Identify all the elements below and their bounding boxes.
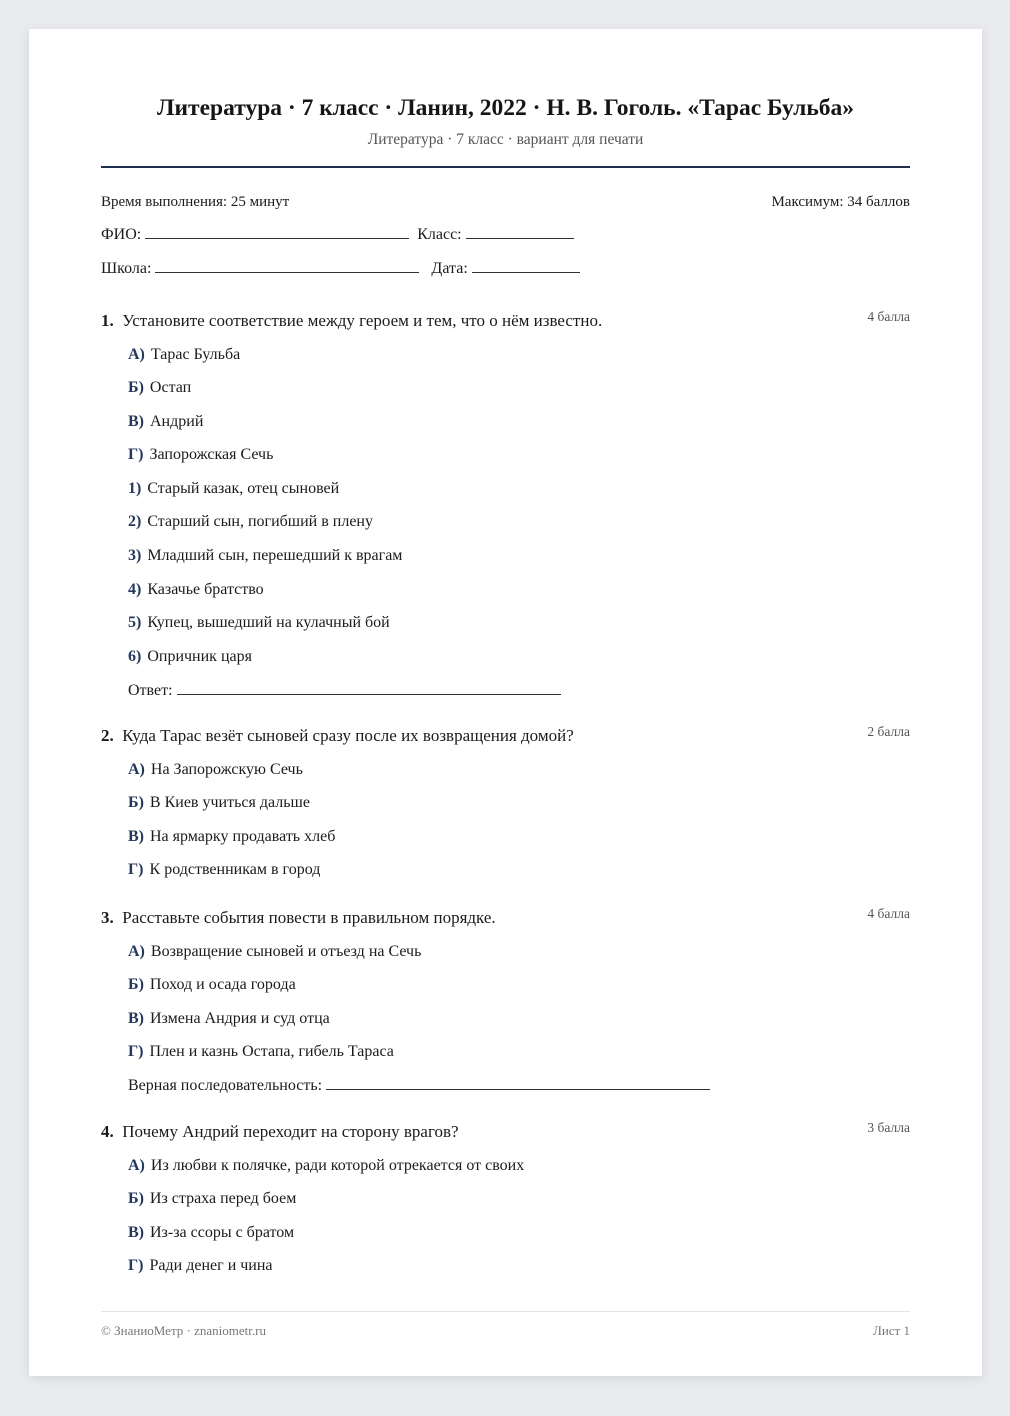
meta-row [101,194,910,214]
question-number: 3. [101,908,114,927]
option-label: А) [128,943,145,960]
option[interactable] [128,1257,273,1275]
option-label: Б) [128,1190,144,1207]
option-text: Поход и осада города [149,976,296,993]
answer-field[interactable] [177,693,561,695]
question-points: 4 балла [867,309,910,324]
option-text: Плен и казнь Остапа, гибель Тараса [149,1043,394,1060]
answer-field[interactable] [326,1088,710,1090]
option-text: В Киев учиться дальше [149,794,310,811]
option-label: 6) [128,648,142,665]
fio-label: ФИО: [101,226,142,243]
option [128,547,402,565]
option-text: Из-за ссоры с братом [150,1224,295,1241]
option [128,480,339,498]
question-4 [101,1120,910,1274]
question-1 [101,309,910,699]
date-field[interactable] [472,271,580,273]
option-text: Андрий [150,413,204,430]
question-text: Куда Тарас везёт сыновей сразу после их возвращения домой? [122,726,574,745]
option-label: Б) [128,794,144,811]
question-number: 2. [101,726,114,745]
option-text: На ярмарку продавать хлеб [150,828,336,845]
option-text: К родственникам в город [149,861,321,878]
option-label: Б) [128,976,144,993]
option-text: Из страха перед боем [149,1190,297,1207]
option-label: А) [128,346,145,363]
footer-divider [101,1311,910,1312]
option-text: Возвращение сыновей и отъезд на Сечь [150,943,422,960]
option-text: Старый казак, отец сыновей [147,480,340,497]
answer-label: Ответ: [128,682,173,699]
footer [101,1323,910,1339]
option-text: Ради денег и чина [149,1257,273,1274]
question-number: 4. [101,1122,114,1141]
option[interactable] [128,1157,524,1175]
footer-copyright: © ЗнаниоМетр · znaniometr.ru [101,1323,266,1338]
option-label: Г) [128,1043,144,1060]
option-label: 4) [128,581,142,598]
option-label: Г) [128,1257,144,1274]
option[interactable] [128,1224,294,1242]
option-label: В) [128,413,144,430]
option [128,379,191,397]
fio-field[interactable] [145,237,409,239]
option-label: 1) [128,480,142,497]
option-label: Б) [128,379,144,396]
fio-class-row [101,226,582,244]
option-label: В) [128,828,144,845]
option-label: Г) [128,446,144,463]
question-points: 2 балла [867,724,910,739]
max-score: Максимум: 34 баллов [771,194,910,210]
question-3 [101,906,910,1094]
option [128,1043,394,1061]
option-text: Младший сын, перешедший к врагам [147,547,403,564]
option [128,413,203,431]
class-label: Класс: [417,226,462,243]
question-number: 1. [101,311,114,330]
option [128,513,373,531]
option-label: В) [128,1010,144,1027]
option-text: Из любви к полячке, ради которой отрекается от своих [150,1157,525,1174]
class-field[interactable] [466,237,574,239]
option-text: Остап [149,379,192,396]
page-subtitle: Литература · 7 класс · вариант для печати [367,131,644,148]
worksheet-page [29,29,982,1376]
option[interactable] [128,861,320,879]
option-label: В) [128,1224,144,1241]
option-text: Купец, вышедший на кулачный бой [147,614,390,631]
time-limit: Время выполнения: 25 минут [101,194,290,210]
option [128,976,296,994]
option-text: Запорожская Сечь [149,446,274,463]
option[interactable] [128,794,310,812]
option [128,943,421,961]
question-points: 3 балла [867,1120,910,1135]
option-label: А) [128,1157,145,1174]
option [128,581,264,599]
option[interactable] [128,828,335,846]
answer-row [128,1077,718,1095]
question-text: Установите соответствие между героем и тем, что о нём известно. [122,311,603,330]
date-label: Дата: [431,260,468,277]
option [128,1010,330,1028]
option-label: Г) [128,861,144,878]
question-points: 4 балла [867,906,910,921]
option-text: На Запорожскую Сечь [150,761,303,778]
school-field[interactable] [155,271,419,273]
option [128,346,240,364]
option-text: Казачье братство [147,581,264,598]
option [128,614,390,632]
answer-label: Верная последовательность: [128,1077,323,1094]
option [128,648,252,666]
answer-row [128,682,569,700]
school-label: Школа: [101,260,152,277]
option-text: Старший сын, погибший в плену [147,513,373,530]
header-divider [101,166,910,168]
option-text: Опричник царя [147,648,252,665]
option[interactable] [128,761,303,779]
option-label: А) [128,761,145,778]
option-label: 3) [128,547,142,564]
question-2 [101,724,910,878]
question-text: Почему Андрий переходит на сторону врагов? [122,1122,459,1141]
sheet-number: Лист 1 [873,1323,910,1338]
option-label: 5) [128,614,142,631]
page-title: Литература · 7 класс · Ланин, 2022 · Н. В. Гоголь. «Тарас Бульба» [156,95,855,121]
option [128,446,273,464]
option-text: Измена Андрия и суд отца [150,1010,330,1027]
question-text: Расставьте события повести в правильном порядке. [122,908,496,927]
option-label: 2) [128,513,142,530]
option-text: Тарас Бульба [150,346,241,363]
option[interactable] [128,1190,296,1208]
school-date-row [101,260,588,278]
